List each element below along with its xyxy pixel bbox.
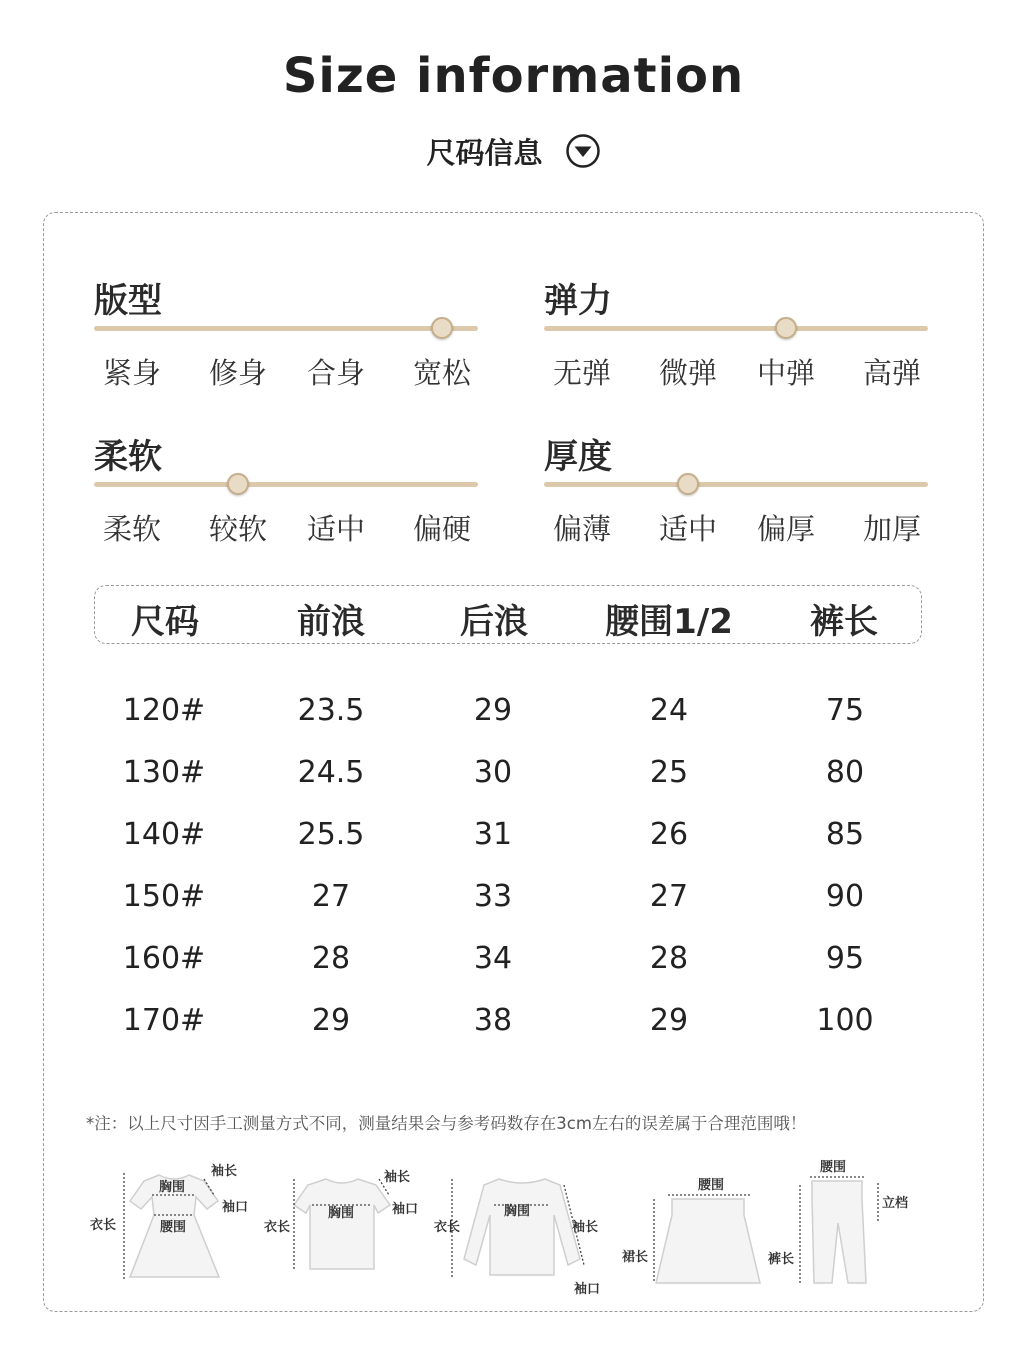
diagram-label: 胸围 [504,1204,531,1219]
table-cell: 29 [473,693,513,728]
attribute-level: 偏薄 [552,512,612,546]
sweater-diagram-icon [464,1179,580,1275]
column-header-half-waist: 腰围1/2 [605,602,733,642]
attribute-level: 宽松 [412,356,472,390]
attribute-indicator [227,473,249,495]
attribute-level: 紧身 [102,356,162,390]
column-header-size: 尺码 [131,602,199,642]
table-row [44,1003,985,1043]
table-cell: 38 [473,1003,513,1038]
diagram-label: 衣长 [264,1220,291,1235]
table-cell: 34 [473,941,513,976]
column-header-back-rise: 后浪 [460,602,528,642]
attribute-track [544,482,928,487]
page-title: Size information [282,48,745,104]
table-cell: 33 [473,879,513,914]
attribute-title: 版型 [94,281,162,321]
attribute-level: 修身 [208,356,268,390]
table-cell: 130# [122,755,206,790]
attribute-track [94,326,478,331]
attribute-level: 柔软 [102,512,162,546]
table-cell: 29 [311,1003,351,1038]
attribute-level: 中弹 [756,356,816,390]
attribute-track [544,326,928,331]
diagram-label: 腰围 [820,1160,847,1175]
attribute-indicator [431,317,453,339]
measurement-note: *注：以上尺寸因手工测量方式不同，测量结果会与参考码数存在3cm左右的误差属于合理范围哦！ [86,1114,807,1133]
table-cell: 31 [473,817,513,852]
table-cell: 100 [816,1003,874,1038]
attribute-levels [544,507,928,547]
table-cell: 25 [649,755,689,790]
table-cell: 75 [825,693,865,728]
diagram-label: 衣长 [90,1218,117,1233]
diagram-label: 腰围 [160,1220,187,1235]
table-cell: 27 [311,879,351,914]
diagram-label: 袖口 [222,1200,249,1215]
section-subtitle [0,130,1027,172]
table-cell: 90 [825,879,865,914]
table-row [44,755,985,795]
subtitle-text: 尺码信息 [426,135,543,170]
table-row [44,693,985,733]
attribute-indicator [775,317,797,339]
diagram-label: 袖长 [384,1170,411,1185]
attribute-level: 适中 [306,512,366,546]
attribute-level: 无弹 [552,356,612,390]
attribute-level: 偏硬 [412,512,472,546]
diagram-label: 立档 [882,1196,909,1211]
attribute-level: 偏厚 [756,512,816,546]
diagram-label: 袖长 [572,1220,599,1235]
diagram-label: 袖长 [211,1164,238,1179]
table-cell: 28 [649,941,689,976]
attribute-level: 合身 [306,356,366,390]
attribute-level: 高弹 [862,356,922,390]
diagram-label: 袖口 [574,1282,601,1297]
table-cell: 140# [122,817,206,852]
table-cell: 85 [825,817,865,852]
size-info-card [43,212,984,1312]
attribute-indicator [677,473,699,495]
diagram-label: 衣长 [434,1220,461,1235]
diagram-label: 胸围 [159,1180,186,1195]
diagram-label: 袖口 [392,1202,419,1217]
tshirt-diagram-icon [294,1179,390,1269]
size-table-header [94,585,922,644]
table-row [44,879,985,919]
table-cell: 23.5 [297,693,365,728]
pants-diagram-icon [812,1181,866,1283]
skirt-diagram-icon [656,1199,760,1283]
table-cell: 30 [473,755,513,790]
diagram-label: 裤长 [768,1252,795,1267]
attribute-levels [544,351,928,391]
table-cell: 160# [122,941,206,976]
table-cell: 27 [649,879,689,914]
attribute-title: 厚度 [544,437,612,477]
attribute-level: 微弹 [658,356,718,390]
table-row [44,941,985,981]
table-cell: 170# [122,1003,206,1038]
diagram-label: 胸围 [328,1206,355,1221]
attribute-title: 柔软 [94,437,162,477]
attribute-level: 较软 [208,512,268,546]
attribute-track [94,482,478,487]
garment-measurement-diagrams [44,1149,985,1299]
column-header-front-rise: 前浪 [297,602,365,642]
chevron-down-circle-icon [565,133,601,169]
table-cell: 95 [825,941,865,976]
attribute-level: 适中 [658,512,718,546]
attribute-levels [94,351,478,391]
table-cell: 80 [825,755,865,790]
table-cell: 120# [122,693,206,728]
table-cell: 24 [649,693,689,728]
attribute-level: 加厚 [862,512,922,546]
table-cell: 25.5 [297,817,365,852]
table-cell: 29 [649,1003,689,1038]
table-cell: 26 [649,817,689,852]
column-header-pants-length: 裤长 [810,602,878,642]
diagram-label: 腰围 [698,1178,725,1193]
table-cell: 24.5 [297,755,365,790]
table-row [44,817,985,857]
diagram-label: 裙长 [622,1250,649,1265]
table-cell: 28 [311,941,351,976]
attribute-levels [94,507,478,547]
table-cell: 150# [122,879,206,914]
attribute-title: 弹力 [544,281,612,321]
